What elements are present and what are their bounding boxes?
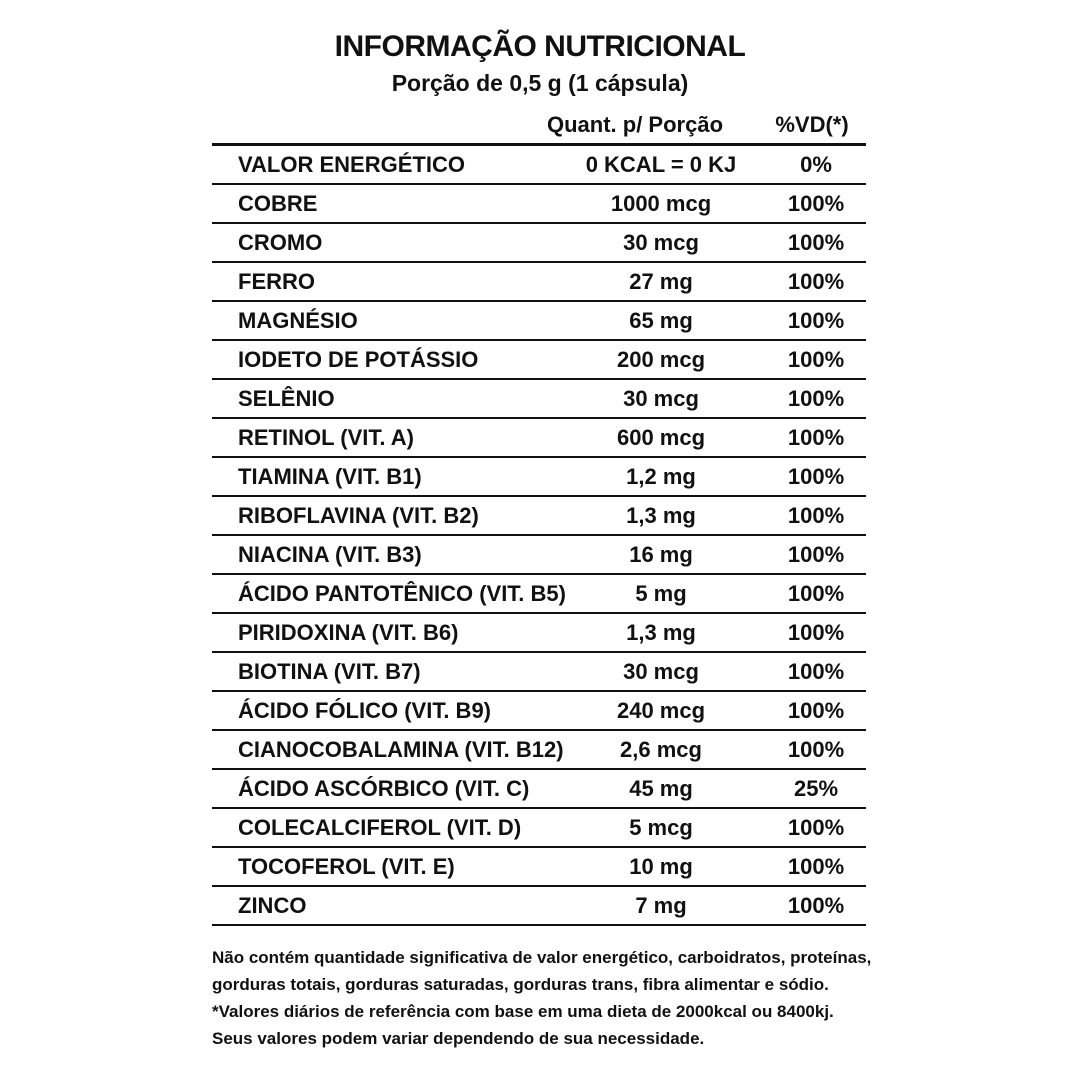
nutrient-dv: 100% bbox=[787, 892, 845, 918]
nutrient-name: VALOR ENERGÉTICO bbox=[238, 151, 465, 177]
nutrient-dv: 100% bbox=[787, 463, 845, 489]
table-row bbox=[212, 809, 866, 848]
nutrient-quantity: 1,2 mg bbox=[626, 463, 696, 489]
table-row bbox=[212, 419, 866, 458]
table-row bbox=[212, 536, 866, 575]
table-row bbox=[212, 848, 866, 887]
nutrient-quantity: 1,3 mg bbox=[626, 502, 696, 528]
nutrient-quantity: 65 mg bbox=[629, 307, 693, 333]
footnotes bbox=[212, 944, 872, 1052]
nutrient-dv: 100% bbox=[787, 853, 845, 879]
column-header-dv: %VD(*) bbox=[775, 112, 849, 137]
nutrient-name: NIACINA (VIT. B3) bbox=[238, 541, 422, 567]
table-row bbox=[212, 497, 866, 536]
table-row bbox=[212, 224, 866, 263]
nutrient-dv: 100% bbox=[787, 229, 845, 255]
footnote-line: Não contém quantidade significativa de valor energético, carboidratos, proteínas, bbox=[212, 948, 872, 967]
nutrient-quantity: 1,3 mg bbox=[626, 619, 696, 645]
nutrient-name: RIBOFLAVINA (VIT. B2) bbox=[238, 502, 479, 528]
nutrient-name: CROMO bbox=[238, 229, 323, 255]
nutrient-quantity: 30 mcg bbox=[623, 658, 699, 684]
nutrient-dv: 100% bbox=[787, 541, 845, 567]
nutrient-name: TOCOFEROL (VIT. E) bbox=[238, 853, 455, 879]
nutrient-dv: 100% bbox=[787, 736, 845, 762]
nutrient-dv: 100% bbox=[787, 502, 845, 528]
table-row bbox=[212, 380, 866, 419]
nutrient-name: PIRIDOXINA (VIT. B6) bbox=[238, 619, 459, 645]
nutrient-name: SELÊNIO bbox=[238, 385, 335, 411]
nutrient-dv: 0% bbox=[800, 151, 832, 177]
footnote-line: Seus valores podem variar dependendo de sua necessidade. bbox=[212, 1029, 705, 1048]
nutrient-name: ZINCO bbox=[238, 892, 307, 918]
nutrient-dv: 100% bbox=[787, 385, 845, 411]
nutrient-quantity: 5 mg bbox=[635, 580, 687, 606]
footnote-line: *Valores diários de referência com base em uma dieta de 2000kcal ou 8400kj. bbox=[212, 1002, 834, 1021]
nutrient-name: ÁCIDO PANTOTÊNICO (VIT. B5) bbox=[238, 580, 566, 606]
table-row bbox=[212, 263, 866, 302]
table-row bbox=[212, 653, 866, 692]
nutrient-quantity: 45 mg bbox=[629, 775, 693, 801]
nutrient-dv: 100% bbox=[787, 814, 845, 840]
nutrient-dv: 100% bbox=[787, 580, 845, 606]
nutrient-name: RETINOL (VIT. A) bbox=[238, 424, 414, 450]
nutrient-name: TIAMINA (VIT. B1) bbox=[238, 463, 422, 489]
nutrient-dv: 100% bbox=[787, 697, 845, 723]
nutrient-name: BIOTINA (VIT. B7) bbox=[238, 658, 421, 684]
column-header-quantity: Quant. p/ Porção bbox=[546, 112, 724, 137]
table-row bbox=[212, 887, 866, 926]
nutrient-name: FERRO bbox=[238, 268, 315, 294]
nutrient-dv: 100% bbox=[787, 307, 845, 333]
table-row bbox=[212, 614, 866, 653]
nutrient-name: COBRE bbox=[238, 190, 318, 216]
table-row bbox=[212, 341, 866, 380]
nutrient-dv: 100% bbox=[787, 424, 845, 450]
page-title: INFORMAÇÃO NUTRICIONAL bbox=[334, 30, 746, 63]
nutrient-name: MAGNÉSIO bbox=[238, 307, 358, 333]
nutrient-name: ÁCIDO ASCÓRBICO (VIT. C) bbox=[238, 775, 530, 801]
nutrient-quantity: 10 mg bbox=[629, 853, 693, 879]
nutrient-name: COLECALCIFEROL (VIT. D) bbox=[238, 814, 522, 840]
table-row bbox=[212, 302, 866, 341]
nutrient-dv: 100% bbox=[787, 658, 845, 684]
nutrient-name: IODETO DE POTÁSSIO bbox=[238, 346, 479, 372]
nutrient-quantity: 7 mg bbox=[635, 892, 687, 918]
nutrient-dv: 100% bbox=[787, 619, 845, 645]
nutrient-quantity: 27 mg bbox=[629, 268, 693, 294]
table-row bbox=[212, 731, 866, 770]
serving-size: Porção de 0,5 g (1 cápsula) bbox=[391, 70, 689, 96]
table-row bbox=[212, 146, 866, 185]
table-row bbox=[212, 185, 866, 224]
nutrient-quantity: 30 mcg bbox=[623, 229, 699, 255]
nutrient-quantity: 16 mg bbox=[629, 541, 693, 567]
nutrient-quantity: 5 mcg bbox=[629, 814, 693, 840]
nutrient-quantity: 240 mcg bbox=[616, 697, 706, 723]
nutrient-quantity: 1000 mcg bbox=[610, 190, 712, 216]
nutrient-quantity: 2,6 mcg bbox=[620, 736, 702, 762]
table-row bbox=[212, 692, 866, 731]
footnote-line: gorduras totais, gorduras saturadas, gorduras trans, fibra alimentar e sódio. bbox=[212, 975, 829, 994]
nutrient-dv: 25% bbox=[793, 775, 839, 801]
nutrient-quantity: 30 mcg bbox=[623, 385, 699, 411]
nutrient-dv: 100% bbox=[787, 346, 845, 372]
table-row bbox=[212, 575, 866, 614]
nutrient-name: CIANOCOBALAMINA (VIT. B12) bbox=[238, 736, 564, 762]
nutrient-quantity: 200 mcg bbox=[616, 346, 706, 372]
nutrient-name: ÁCIDO FÓLICO (VIT. B9) bbox=[238, 697, 491, 723]
nutrient-dv: 100% bbox=[787, 268, 845, 294]
nutrient-quantity: 600 mcg bbox=[616, 424, 706, 450]
nutrition-table bbox=[212, 143, 866, 926]
nutrient-quantity: 0 KCAL = 0 KJ bbox=[585, 151, 737, 177]
table-row bbox=[212, 770, 866, 809]
nutrient-dv: 100% bbox=[787, 190, 845, 216]
table-row bbox=[212, 458, 866, 497]
